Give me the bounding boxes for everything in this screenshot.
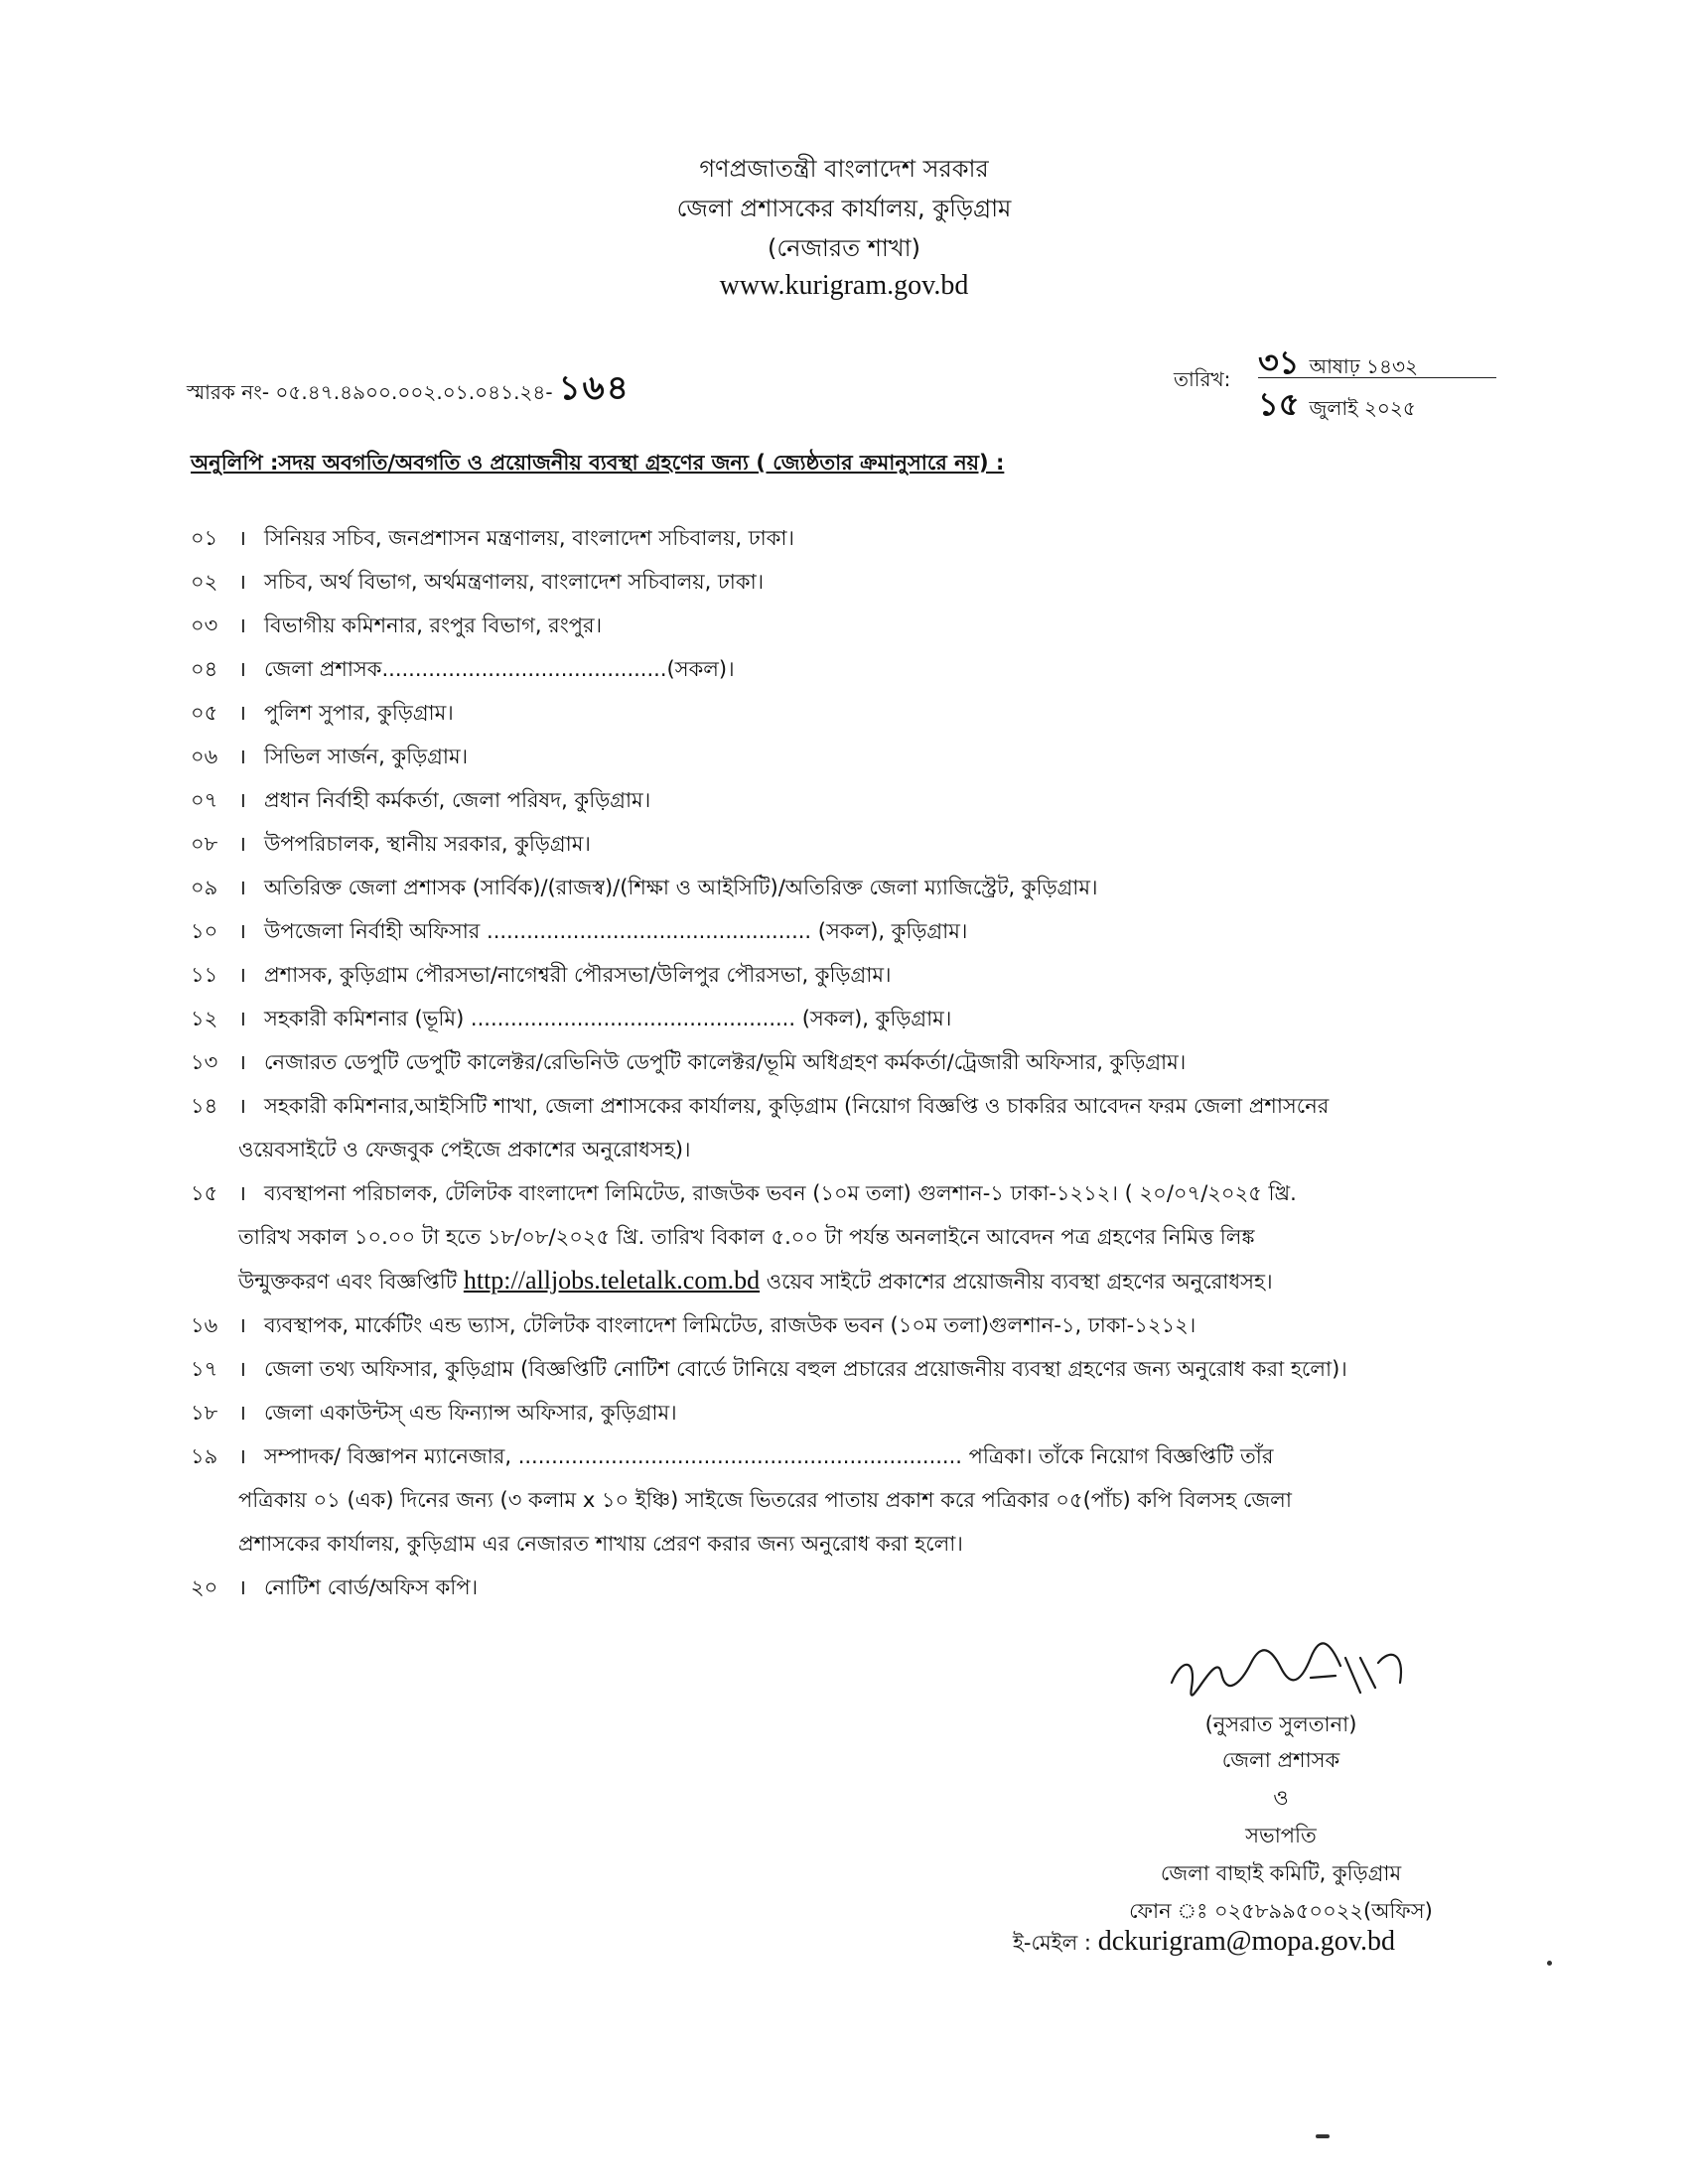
list-item: ০৮ । উপপরিচালক, স্থানীয় সরকার, কুড়িগ্রাম। xyxy=(191,822,1541,866)
list-item: ১৫ । ব্যবস্থাপনা পরিচালক, টেলিটক বাংলাদেশ লিমিটেড, রাজউক ভবন (১০ম তলা) গুলশান-১ ঢাকা-১২১২। ( ২০/০৭/২০২৫ খ্রি. xyxy=(191,1171,1541,1215)
greg-month-year: জুলাই ২০২৫ xyxy=(1309,396,1416,420)
signatory-email xyxy=(1013,1926,1395,1962)
list-item: ১৮ । জেলা একাউন্টস্ এন্ড ফিন্যান্স অফিসার, কুড়িগ্রাম। xyxy=(191,1391,1541,1434)
item-number: ১০ xyxy=(191,919,218,943)
list-item: ০৫ । পুলিশ সুপার, কুড়িগ্রাম। xyxy=(191,691,1541,735)
distribution-list xyxy=(191,516,1541,1609)
item-number: ০৬ xyxy=(191,745,218,768)
item-text: উপজেলা নির্বাহী অফিসার ................................................. (সকল), কুড়িগ্রাম। xyxy=(264,919,968,943)
item-text: বিভাগীয় কমিশনার, রংপুর বিভাগ, রংপুর। xyxy=(264,614,603,637)
item-number: ১২ xyxy=(191,1007,218,1030)
date-label: তারিখ: xyxy=(1174,367,1231,391)
item-number: ১১ xyxy=(191,963,218,987)
item-number: ০৭ xyxy=(191,788,218,812)
item-text: প্রধান নির্বাহী কর্মকর্তা, জেলা পরিষদ, কুড়িগ্রাম। xyxy=(264,788,651,812)
email-label: ই-মেইল : xyxy=(1013,1931,1092,1955)
list-item: ০৯ । অতিরিক্ত জেলা প্রশাসক (সার্বিক)/(রাজস্ব)/(শিক্ষা ও আইসিটি)/অতিরিক্ত জেলা ম্যাজিস্ট্রেট, কুড়িগ্রাম। xyxy=(191,866,1541,909)
item-text: ব্যবস্থাপক, মার্কেটিং এন্ড ভ্যাস, টেলিটক বাংলাদেশ লিমিটেড, রাজউক ভবন (১০ম তলা)গুলশান-১, ঢাকা-১২১২। xyxy=(264,1313,1196,1337)
list-item: ১৬ । ব্যবস্থাপক, মার্কেটিং এন্ড ভ্যাস, টেলিটক বাংলাদেশ লিমিটেড, রাজউক ভবন (১০ম তলা)গুলশান-১, ঢাকা-১২১২। xyxy=(191,1303,1541,1347)
item-text: পুলিশ সুপার, কুড়িগ্রাম। xyxy=(264,701,454,725)
email-address[interactable]: dckurigram@mopa.gov.bd xyxy=(1097,1926,1395,1957)
item-text: জেলা একাউন্টস্ এন্ড ফিন্যান্স অফিসার, কুড়িগ্রাম। xyxy=(264,1401,677,1425)
handwritten-signature xyxy=(1043,1628,1519,1707)
item-continuation: তারিখ সকাল ১০.০০ টা হতে ১৮/০৮/২০২৫ খ্রি. তারিখ বিকাল ৫.০০ টা পর্যন্ত অনলাইনে আবেদন পত্র গ্রহণের নিমিত্ত লিঙ্ক xyxy=(238,1225,1255,1249)
item-text: সচিব, অর্থ বিভাগ, অর্থমন্ত্রণালয়, বাংলাদেশ সচিবালয়, ঢাকা। xyxy=(264,570,765,594)
gregorian-date xyxy=(1258,379,1496,423)
list-item: ১২ । সহকারী কমিশনার (ভূমি) ................................................. (সকল), কুড়িগ্রাম। xyxy=(191,997,1541,1040)
section-name: (নেজারত শাখা) xyxy=(768,234,920,262)
signatory-conjunction: ও xyxy=(1273,1786,1289,1810)
item-text: সিভিল সার্জন, কুড়িগ্রাম। xyxy=(264,745,469,768)
scan-speck xyxy=(1316,2134,1330,2138)
list-item: ০৩ । বিভাগীয় কমিশনার, রংপুর বিভাগ, রংপুর। xyxy=(191,604,1541,647)
date-block xyxy=(1174,338,1511,423)
item-text: সিনিয়র সচিব, জনপ্রশাসন মন্ত্রণালয়, বাংলাদেশ সচিবালয়, ঢাকা। xyxy=(264,526,795,550)
item-number: ১৬ xyxy=(191,1313,218,1337)
signatory-phone: ফোন ঃ ০২৫৮৯৯৫০০২২(অফিস) xyxy=(1129,1899,1433,1923)
item-number: ২০ xyxy=(191,1575,218,1599)
item-number: ১৫ xyxy=(191,1181,218,1205)
list-item: ০২ । সচিব, অর্থ বিভাগ, অর্থমন্ত্রণালয়, বাংলাদেশ সচিবালয়, ঢাকা। xyxy=(191,560,1541,604)
signatory-title: জেলা প্রশাসক xyxy=(1221,1748,1340,1772)
memo-label: স্মারক নং- ০৫.৪৭.৪৯০০.০০২.০১.০৪১.২৪- xyxy=(187,380,553,404)
item-number: ০৪ xyxy=(191,657,218,681)
scan-speck xyxy=(1547,1961,1552,1966)
item-text: জেলা প্রশাসক...........................................(সকল)। xyxy=(264,657,735,681)
item-number: ১৩ xyxy=(191,1050,218,1074)
item-number: ০৮ xyxy=(191,832,218,856)
list-item: ১১ । প্রশাসক, কুড়িগ্রাম পৌরসভা/নাগেশ্বরী পৌরসভা/উলিপুর পৌরসভা, কুড়িগ্রাম। xyxy=(191,953,1541,997)
item-continuation: ওয়েবসাইটে ও ফেজবুক পেইজে প্রকাশের অনুরোধসহ)। xyxy=(238,1138,691,1161)
list-item: ০৪ । জেলা প্রশাসক...........................................(সকল)। xyxy=(191,647,1541,691)
bengali-date xyxy=(1258,338,1496,381)
item-text: জেলা তথ্য অফিসার, কুড়িগ্রাম (বিজ্ঞপ্তিটি নোটিশ বোর্ডে টানিয়ে বহুল প্রচারের প্রয়োজনীয় ব্যবস্থা গ্রহণের জন্য অনুরোধ করা হলো)। xyxy=(264,1357,1347,1381)
list-item: ১৩ । নেজারত ডেপুটি ডেপুটি কালেক্টর/রেভিনিউ ডেপুটি কালেক্টর/ভূমি অধিগ্রহণ কর্মকর্তা/ট্রেজারী অফিসার, কুড়িগ্রাম। xyxy=(191,1040,1541,1084)
teletalk-link[interactable]: http://alljobs.teletalk.com.bd xyxy=(463,1266,761,1295)
item-text: ব্যবস্থাপনা পরিচালক, টেলিটক বাংলাদেশ লিমিটেড, রাজউক ভবন (১০ম তলা) গুলশান-১ ঢাকা-১২১২। ( ২০/০৭/২০২৫ খ্রি. xyxy=(264,1181,1297,1205)
list-item: ২০ । নোটিশ বোর্ড/অফিস কপি। xyxy=(191,1566,1541,1609)
item-number: ০১ xyxy=(191,526,218,550)
item-text: সহকারী কমিশনার,আইসিটি শাখা, জেলা প্রশাসকের কার্যালয়, কুড়িগ্রাম (নিয়োগ বিজ্ঞপ্তি ও চাকরির আবেদন ফরম জেলা প্রশাসনের xyxy=(264,1094,1330,1118)
item-number: ১৯ xyxy=(191,1444,218,1468)
item-text: সহকারী কমিশনার (ভূমি) ................................................. (সকল), কুড়িগ্রাম। xyxy=(264,1007,952,1030)
list-item: ১৪ । সহকারী কমিশনার,আইসিটি শাখা, জেলা প্রশাসকের কার্যালয়, কুড়িগ্রাম (নিয়োগ বিজ্ঞপ্তি ও চাকরির আবেদন ফরম জেলা প্রশাসনের xyxy=(191,1084,1541,1128)
item-text: প্রশাসক, কুড়িগ্রাম পৌরসভা/নাগেশ্বরী পৌরসভা/উলিপুর পৌরসভা, কুড়িগ্রাম। xyxy=(264,963,892,987)
item-continuation xyxy=(191,1259,1541,1303)
signature-scribble-icon xyxy=(1162,1628,1420,1707)
item-number: ১৮ xyxy=(191,1401,218,1425)
item-number: ১৪ xyxy=(191,1094,218,1118)
item-number: ০৫ xyxy=(191,701,218,725)
item-number: ০৯ xyxy=(191,876,218,899)
item-continuation: পত্রিকায় ০১ (এক) দিনের জন্য (৩ কলাম x ১০ ইঞ্চি) সাইজে ভিতরের পাতায় প্রকাশ করে পত্রিকার ০৫(পাঁচ) কপি বিলসহ জেলা xyxy=(238,1488,1292,1512)
office-name: জেলা প্রশাসকের কার্যালয়, কুড়িগ্রাম xyxy=(676,195,1012,222)
signatory-name: (নুসরাত সুলতানা) xyxy=(1204,1712,1357,1736)
list-item: ০৭ । প্রধান নির্বাহী কর্মকর্তা, জেলা পরিষদ, কুড়িগ্রাম। xyxy=(191,778,1541,822)
letterhead xyxy=(0,149,1688,302)
list-item: ১৯ । সম্পাদক/ বিজ্ঞাপন ম্যানেজার, ................................................................... পত্রিকা। তাঁকে নিয়োগ বিজ্ঞপ্তিটি তাঁর xyxy=(191,1434,1541,1478)
signature-block xyxy=(1043,1628,1519,1930)
signatory-role: সভাপতি xyxy=(1245,1824,1317,1847)
item-number: ০৩ xyxy=(191,614,218,637)
item-number: ০২ xyxy=(191,570,218,594)
bengali-month-year: আষাঢ় ১৪৩২ xyxy=(1309,354,1418,378)
list-item: ০৬ । সিভিল সার্জন, কুড়িগ্রাম। xyxy=(191,735,1541,778)
signatory-committee: জেলা বাছাই কমিটি, কুড়িগ্রাম xyxy=(1160,1861,1402,1885)
subject-line: অনুলিপি :সদয় অবগতি/অবগতি ও প্রয়োজনীয় ব্যবস্থা গ্রহণের জন্য ( জ্যেষ্ঠতার ক্রমানুসারে নয়) : xyxy=(191,451,1005,475)
item-continuation: প্রশাসকের কার্যালয়, কুড়িগ্রাম এর নেজারত শাখায় প্রেরণ করার জন্য অনুরোধ করা হলো। xyxy=(238,1532,963,1556)
item-text: অতিরিক্ত জেলা প্রশাসক (সার্বিক)/(রাজস্ব)/(শিক্ষা ও আইসিটি)/অতিরিক্ত জেলা ম্যাজিস্ট্রেট, কুড়িগ্রাম। xyxy=(264,876,1098,899)
item-text: সম্পাদক/ বিজ্ঞাপন ম্যানেজার, ................................................................... পত্রিকা। তাঁকে নিয়োগ বিজ্ঞপ্তিটি তাঁর xyxy=(264,1444,1274,1468)
memo-handwritten-number: ১৬৪ xyxy=(558,368,631,408)
government-name: গণপ্রজাতন্ত্রী বাংলাদেশ সরকার xyxy=(699,155,989,183)
list-item: ১৭ । জেলা তথ্য অফিসার, কুড়িগ্রাম (বিজ্ঞপ্তিটি নোটিশ বোর্ডে টানিয়ে বহুল প্রচারের প্রয়োজনীয় ব্যবস্থা গ্রহণের জন্য অনুরোধ করা হলো)। xyxy=(191,1347,1541,1391)
list-item: ১০ । উপজেলা নির্বাহী অফিসার ................................................. (সকল), কুড়িগ্রাম। xyxy=(191,909,1541,953)
item-text: নোটিশ বোর্ড/অফিস কপি। xyxy=(264,1575,479,1599)
bengali-day: ৩১ xyxy=(1258,343,1300,381)
website: www.kurigram.gov.bd xyxy=(719,270,969,301)
greg-day: ১৫ xyxy=(1258,385,1300,423)
item-continuation-text: ওয়েব সাইটে প্রকাশের প্রয়োজনীয় ব্যবস্থা গ্রহণের অনুরোধসহ। xyxy=(766,1270,1273,1294)
memo-number xyxy=(187,362,631,419)
item-text: নেজারত ডেপুটি ডেপুটি কালেক্টর/রেভিনিউ ডেপুটি কালেক্টর/ভূমি অধিগ্রহণ কর্মকর্তা/ট্রেজারী অফিসার, কুড়িগ্রাম। xyxy=(264,1050,1187,1074)
item-text: উপপরিচালক, স্থানীয় সরকার, কুড়িগ্রাম। xyxy=(264,832,591,856)
item-continuation-text: উন্মুক্তকরণ এবং বিজ্ঞপ্তিটি xyxy=(238,1270,458,1294)
list-item: ০১ । সিনিয়র সচিব, জনপ্রশাসন মন্ত্রণালয়, বাংলাদেশ সচিবালয়, ঢাকা। xyxy=(191,516,1541,560)
item-number: ১৭ xyxy=(191,1357,218,1381)
